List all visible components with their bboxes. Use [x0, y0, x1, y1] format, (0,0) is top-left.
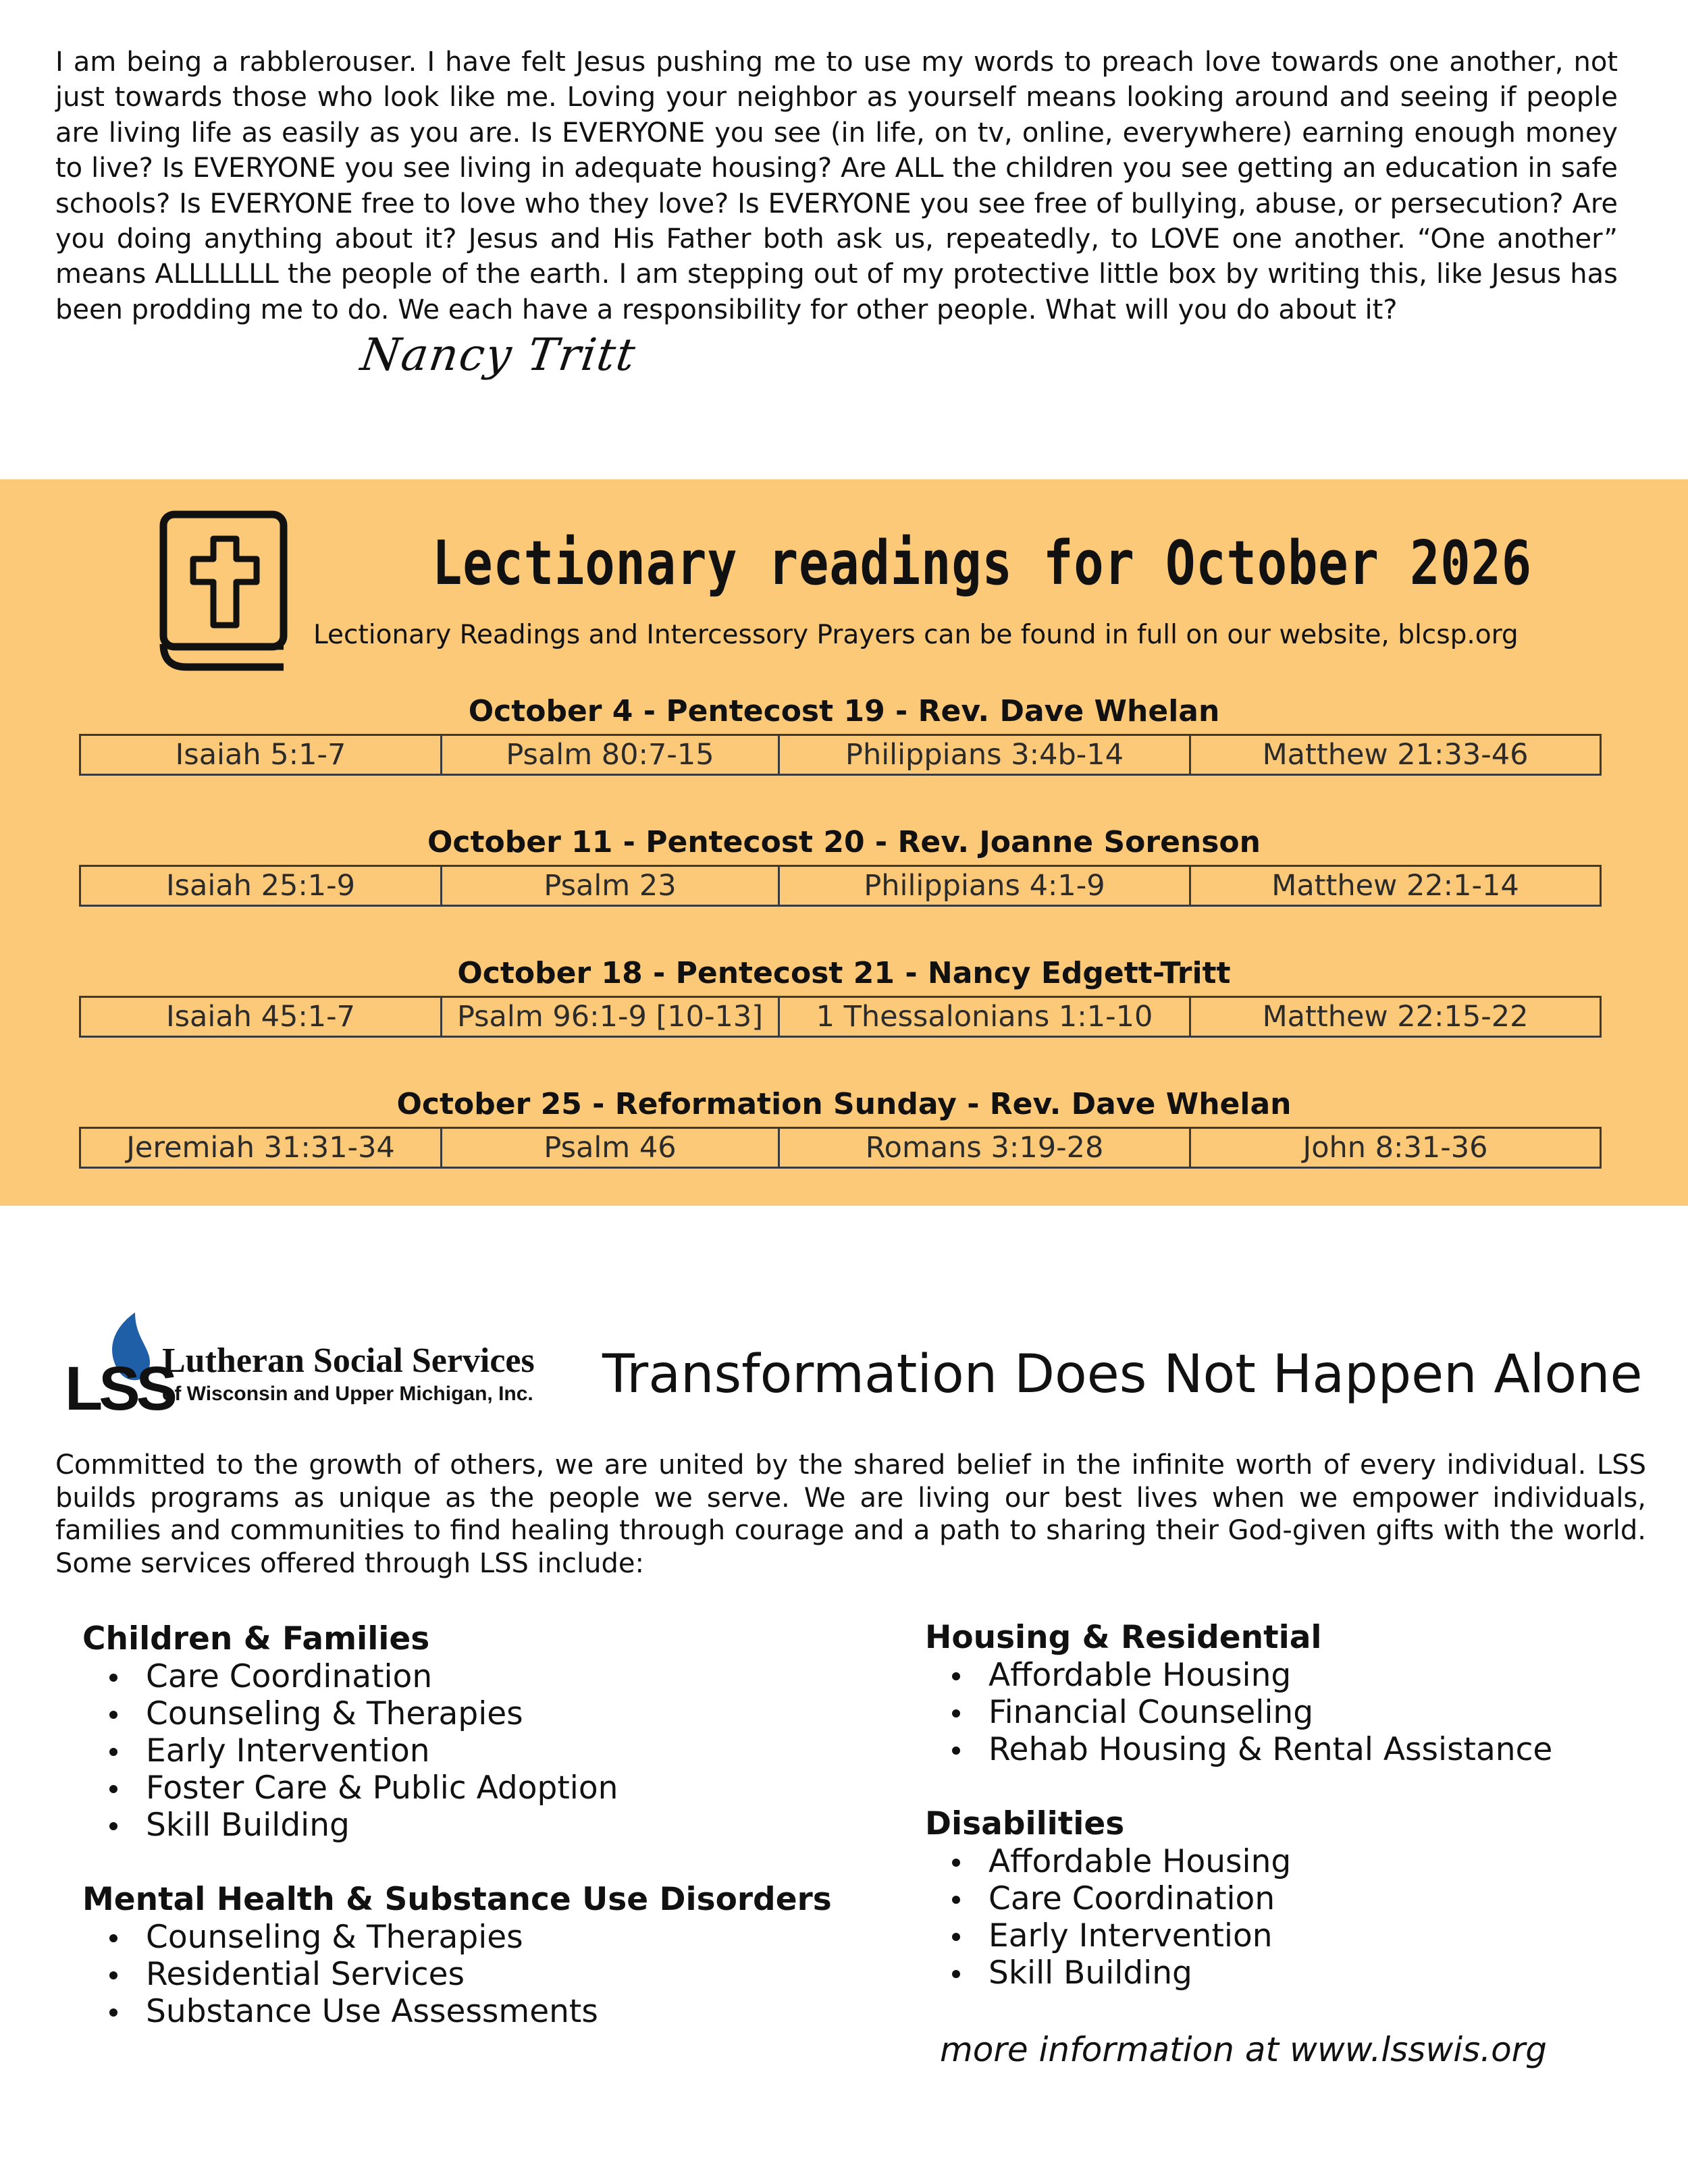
service-group-housing [925, 1619, 1552, 1768]
list-item: Counseling & Therapies [82, 1919, 832, 1956]
reading-cell: 1 Thessalonians 1:1-10 [780, 998, 1191, 1036]
readings-row [79, 996, 1602, 1038]
reading-cell: Psalm 23 [442, 867, 780, 905]
list-item: Affordable Housing [925, 1657, 1552, 1694]
readings-row [79, 734, 1602, 776]
logo-letters: LSS [65, 1354, 174, 1416]
reading-cell: Psalm 46 [442, 1129, 780, 1167]
service-group-heading: Disabilities [925, 1805, 1125, 1842]
list-item: Substance Use Assessments [82, 1993, 832, 2030]
lss-tagline: Transformation Does Not Happen Alone [602, 1344, 1643, 1405]
lectionary-subtitle: Lectionary Readings and Intercessory Prayers can be found in full on our website, blcsp.org [313, 620, 1519, 650]
service-group-heading: Mental Health & Substance Use Disorders [82, 1881, 832, 1918]
more-info-link[interactable]: more information at www.lsswis.org [940, 2030, 1547, 2069]
reading-cell: Isaiah 5:1-7 [81, 736, 442, 774]
lectionary-title: Lectionary readings for October 2026 [432, 528, 1533, 599]
reading-cell: Matthew 22:1-14 [1271, 869, 1519, 903]
reading-cell: Psalm 80:7-15 [442, 736, 780, 774]
list-item: Care Coordination [82, 1658, 618, 1695]
list-item: Care Coordination [925, 1880, 1291, 1917]
reading-cell: Matthew 21:33-46 [1262, 738, 1529, 772]
reading-cell: Matthew 22:15-22 [1262, 1000, 1529, 1034]
service-group-mental-health [82, 1881, 832, 2030]
list-item: Foster Care & Public Adoption [82, 1769, 618, 1807]
list-item: Financial Counseling [925, 1694, 1552, 1731]
article-text: I am being a rabblerouser. I have felt Jesus pushing me to use my words to preach love towards one another, not just towards those who look like me. Loving your neighbor as yourself means looking around and seeing if people are living life as easily as you are. Is EVERYONE you see (in life, on tv, online, everywhere) earning enough money to live? Is EVERYONE you see living in adequate housing? Are ALL the children you see getting an education in safe schools? Is EVERYONE free to love who they love? Is EVERYONE you see free of bullying, abuse, or persecution? Are you doing anything about it? Jesus and His Father both ask us, repeatedly, to LOVE one another. “One another” means ALLLLLLL the people of the earth. I am stepping out of my protective little box by writing this, like Jesus has been prodding me to do. We each have a responsibility for other people. What will you do about it? [55, 47, 1618, 325]
list-item: Early Intervention [82, 1732, 618, 1769]
service-group-heading: Children & Families [82, 1620, 430, 1657]
reading-cell: Philippians 4:1-9 [780, 867, 1191, 905]
bible-cross-icon [157, 510, 292, 672]
week-heading: October 18 - Pentecost 21 - Nancy Edgett-Tritt [457, 956, 1231, 990]
readings-row [79, 865, 1602, 907]
reading-cell: Psalm 96:1-9 [10-13] [442, 998, 780, 1036]
list-item: Early Intervention [925, 1917, 1291, 1954]
list-item: Skill Building [925, 1954, 1291, 1992]
list-item: Counseling & Therapies [82, 1695, 618, 1732]
service-group-children-families [82, 1620, 618, 1844]
reading-cell: Philippians 3:4b-14 [780, 736, 1191, 774]
list-item: Residential Services [82, 1956, 832, 1993]
list-item: Affordable Housing [925, 1843, 1291, 1880]
week-heading: October 4 - Pentecost 19 - Rev. Dave Whelan [468, 694, 1220, 728]
readings-row [79, 1127, 1602, 1169]
lss-logo [59, 1302, 573, 1416]
list-item: Rehab Housing & Rental Assistance [925, 1731, 1552, 1768]
signature: Nancy Tritt [357, 329, 640, 381]
reading-cell: John 8:31-36 [1302, 1131, 1488, 1165]
reading-cell: Isaiah 45:1-7 [81, 998, 442, 1036]
service-group-heading: Housing & Residential [925, 1619, 1322, 1656]
logo-region: of Wisconsin and Upper Michigan, Inc. [162, 1383, 533, 1405]
week-heading: October 25 - Reformation Sunday - Rev. Dave Whelan [396, 1087, 1292, 1121]
reading-cell: Isaiah 25:1-9 [81, 867, 442, 905]
week-heading: October 11 - Pentecost 20 - Rev. Joanne Sorenson [427, 825, 1261, 859]
service-group-disabilities [925, 1805, 1291, 1992]
lss-intro: Committed to the growth of others, we are united by the shared belief in the infinite worth of every individual. LSS builds programs as unique as the people we serve. We are living our best lives when we empower individuals, families and communities to find healing through courage and a path to sharing their God-given gifts with the world. Some services offered through LSS include: [55, 1449, 1646, 1579]
logo-name: Lutheran Social Services [162, 1341, 535, 1380]
reading-cell: Jeremiah 31:31-34 [81, 1129, 442, 1167]
list-item: Skill Building [82, 1807, 618, 1844]
reading-cell: Romans 3:19-28 [780, 1129, 1191, 1167]
